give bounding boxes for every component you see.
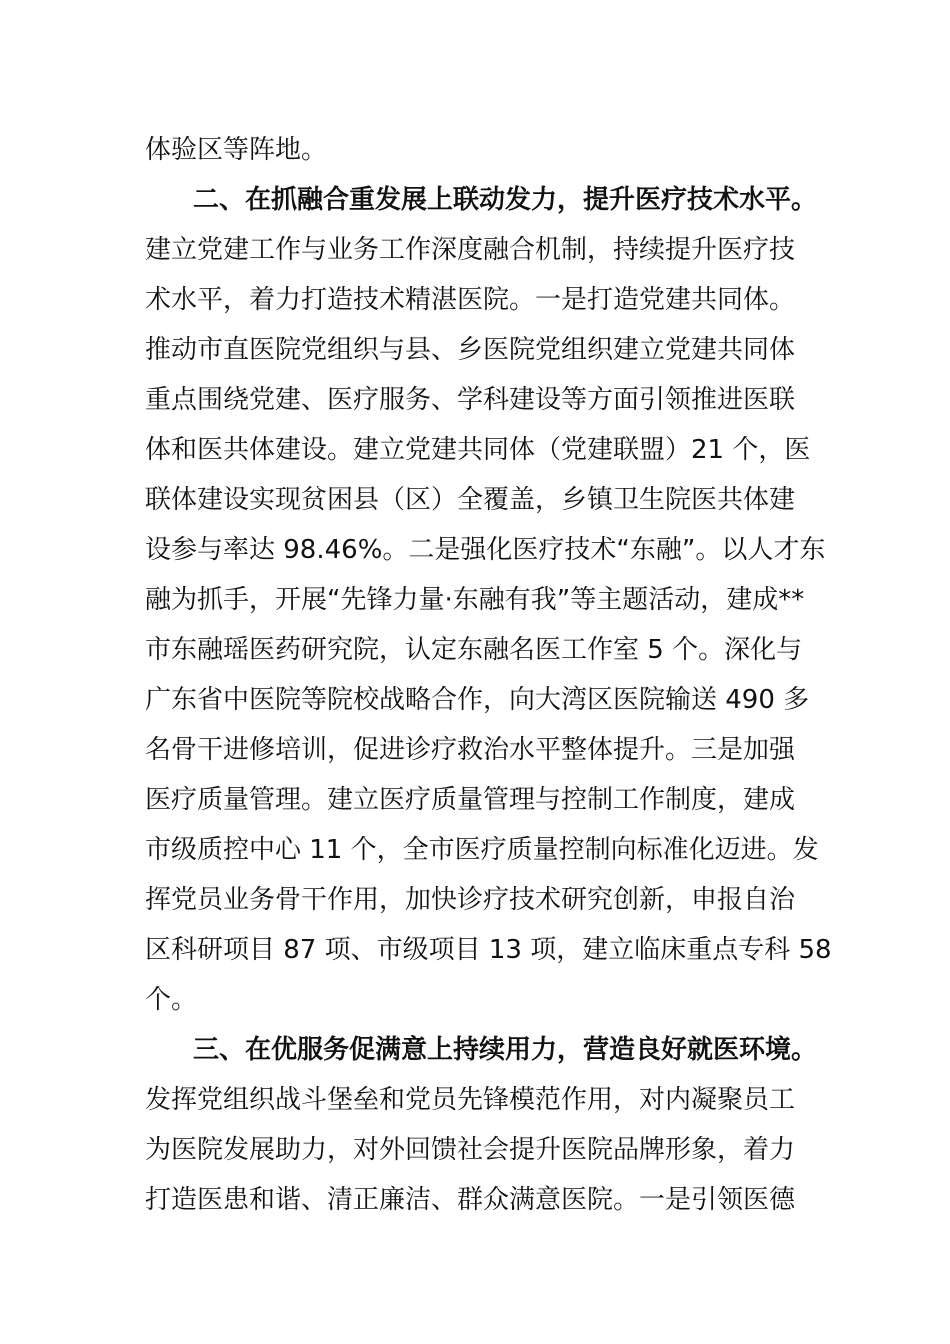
paragraph-line: 挥党员业务骨干作用，加快诊疗技术研究创新，申报自治 xyxy=(145,885,796,915)
paragraph-line: 联体建设实现贫困县（区）全覆盖，乡镇卫生院医共体建 xyxy=(145,485,796,515)
section-heading-2: 二、在抓融合重发展上联动发力，提升医疗技术水平。 xyxy=(193,185,818,215)
paragraph-line: 广东省中医院等院校战略合作，向大湾区医院输送 490 多 xyxy=(145,685,810,715)
section-heading-3: 三、在优服务促满意上持续用力，营造良好就医环境。 xyxy=(193,1035,818,1065)
paragraph-line: 推动市直医院党组织与县、乡医院党组织建立党建共同体 xyxy=(145,335,796,365)
paragraph-line: 设参与率达 98.46%。二是强化医疗技术“东融”。以人才东 xyxy=(145,535,826,565)
paragraph-line: 术水平，着力打造技术精湛医院。一是打造党建共同体。 xyxy=(145,285,796,315)
paragraph-line: 为医院发展助力，对外回馈社会提升医院品牌形象，着力 xyxy=(145,1135,796,1165)
paragraph-line: 市级质控中心 11 个，全市医疗质量控制向标准化迈进。发 xyxy=(145,835,819,865)
paragraph-line: 名骨干进修培训，促进诊疗救治水平整体提升。三是加强 xyxy=(145,735,796,765)
paragraph-line: 体和医共体建设。建立党建共同体（党建联盟）21 个，医 xyxy=(145,435,811,465)
paragraph-line: 体验区等阵地。 xyxy=(145,135,328,165)
paragraph-line: 重点围绕党建、医疗服务、学科建设等方面引领推进医联 xyxy=(145,385,796,415)
paragraph-line: 市东融瑶医药研究院，认定东融名医工作室 5 个。深化与 xyxy=(145,635,803,665)
paragraph-line: 个。 xyxy=(145,985,198,1015)
paragraph-line: 发挥党组织战斗堡垒和党员先锋模范作用，对内凝聚员工 xyxy=(145,1085,796,1115)
paragraph-line: 区科研项目 87 项、市级项目 13 项，建立临床重点专科 58 xyxy=(145,935,832,965)
paragraph-line: 医疗质量管理。建立医疗质量管理与控制工作制度，建成 xyxy=(145,785,796,815)
paragraph-line: 打造医患和谐、清正廉洁、群众满意医院。一是引领医德 xyxy=(145,1185,796,1215)
paragraph-line: 建立党建工作与业务工作深度融合机制，持续提升医疗技 xyxy=(145,235,796,265)
paragraph-line: 融为抓手，开展“先锋力量·东融有我”等主题活动，建成** xyxy=(145,585,805,615)
